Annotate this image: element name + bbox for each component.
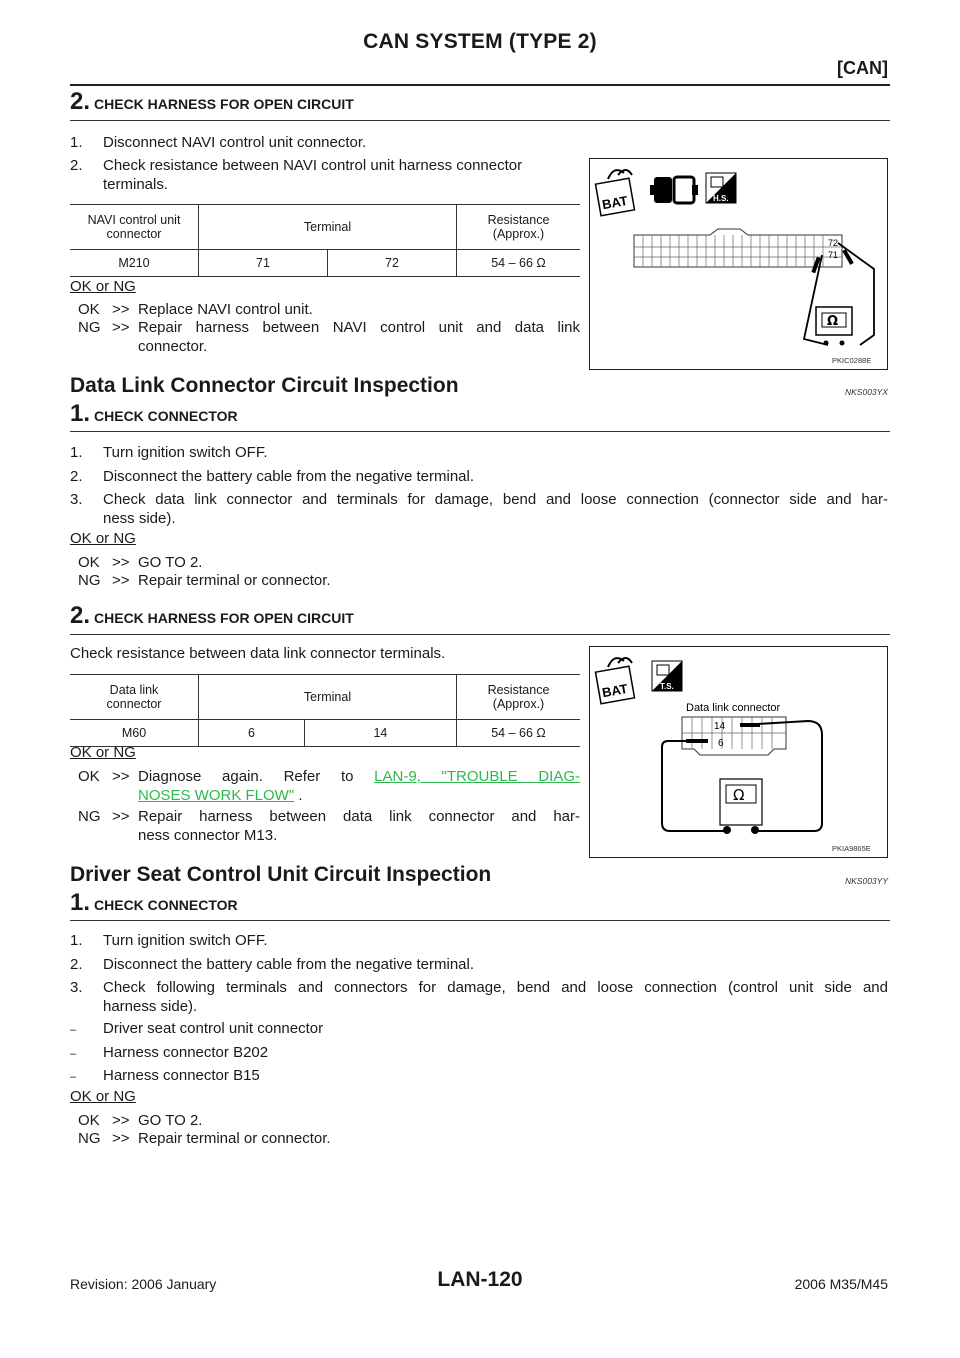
- step-title: CHECK CONNECTOR: [94, 897, 238, 913]
- list-item: 2. Disconnect the battery cable from the negative terminal.: [70, 468, 475, 485]
- step-number: 2.: [70, 602, 91, 629]
- ohmmeter-icon: [720, 779, 762, 834]
- result-ok: OK >> Diagnose again. Refer to LAN-9, "TROUBLE DIAG-: [78, 768, 581, 785]
- svg-text:BAT: BAT: [600, 680, 629, 701]
- svg-text:Ω: Ω: [733, 786, 745, 804]
- model-name: 2006 M35/M45: [794, 1276, 888, 1292]
- data-link-connector-figure: [589, 646, 888, 858]
- dash-item: – Harness connector B202: [70, 1044, 269, 1061]
- svg-text:72: 72: [828, 238, 839, 248]
- section-title: Data Link Connector Circuit Inspection: [70, 374, 459, 397]
- battery-icon: [595, 170, 634, 216]
- step-heading: [70, 400, 238, 428]
- connector-label: Data link connector: [686, 702, 781, 714]
- step-intro: Check resistance between data link connector terminals.: [70, 645, 446, 662]
- step-heading: [70, 602, 354, 630]
- section-code: NKS003YY: [845, 876, 888, 886]
- result-ok: OK >> GO TO 2.: [78, 1112, 203, 1129]
- svg-text:6: 6: [718, 738, 724, 749]
- list-item: 1. Turn ignition switch OFF.: [70, 932, 268, 949]
- revision-date: Revision: 2006 January: [70, 1276, 217, 1292]
- table-header-row: NAVI control unit connector Terminal Resistance (Approx.): [70, 205, 580, 250]
- section-title: Driver Seat Control Unit Circuit Inspection: [70, 863, 492, 886]
- step-title: CHECK CONNECTOR: [94, 408, 238, 424]
- list-item-continuation: ness side).: [103, 510, 176, 527]
- list-item: 3. Check data link connector and terminals for damage, bend and loose connection (connector side and har-: [70, 491, 888, 508]
- ok-ng-label: OK or NG: [70, 530, 136, 547]
- connector-diagram: [590, 159, 887, 369]
- svg-text:Ω: Ω: [827, 314, 839, 329]
- table-header-row: Data link connector Terminal Resistance (Approx.): [70, 675, 580, 720]
- connector-diagram: [590, 647, 887, 857]
- trouble-diagnoses-link[interactable]: LAN-9, "TROUBLE DIAG-: [374, 768, 581, 785]
- list-item-continuation: harness side).: [103, 998, 198, 1015]
- step-heading: [70, 889, 238, 917]
- trouble-diagnoses-link[interactable]: NOSES WORK FLOW": [138, 787, 295, 804]
- figure-code: PKIC0288E: [832, 356, 872, 365]
- page-title: CAN SYSTEM (TYPE 2): [363, 30, 597, 53]
- terminal-side-icon: [652, 661, 682, 691]
- svg-text:H.S.: H.S.: [713, 194, 729, 203]
- result-ng: NG >> Repair terminal or connector.: [78, 572, 331, 589]
- table-row: M60 6 14 54 – 66 Ω: [70, 720, 580, 747]
- connector-icon: [650, 177, 698, 203]
- dash-item: – Driver seat control unit connector: [70, 1020, 324, 1037]
- list-item: 2. Check resistance between NAVI control unit harness connector: [70, 157, 523, 174]
- result-ok: OK >> Replace NAVI control unit.: [78, 301, 313, 318]
- figure-code: PKIA9865E: [832, 844, 871, 853]
- ohmmeter-icon: [816, 307, 852, 346]
- svg-text:BAT: BAT: [600, 192, 629, 213]
- table-row: M210 71 72 54 – 66 Ω: [70, 250, 580, 277]
- svg-text:14: 14: [714, 721, 726, 732]
- header-divider: [70, 84, 890, 86]
- resistance-table: [70, 674, 580, 747]
- navi-connector-figure: [589, 158, 888, 370]
- svg-text:71: 71: [828, 250, 839, 260]
- step-divider: [70, 920, 890, 921]
- connector-face: [634, 229, 842, 267]
- list-item: 3. Check following terminals and connectors for damage, bend and loose connection (control unit side and: [70, 979, 888, 996]
- result-ng: NG >> Repair terminal or connector.: [78, 1130, 331, 1147]
- list-item-continuation: terminals.: [103, 176, 169, 193]
- resistance-table: [70, 204, 580, 277]
- ok-ng-label: OK or NG: [70, 278, 136, 295]
- step-heading: [70, 88, 354, 116]
- list-item: 2. Disconnect the battery cable from the negative terminal.: [70, 956, 475, 973]
- step-divider: [70, 431, 890, 432]
- step-number: 1.: [70, 400, 91, 427]
- step-number: 2.: [70, 88, 91, 115]
- result-ng: NG >> Repair harness between NAVI control unit and data link: [78, 319, 580, 336]
- harness-side-icon: [706, 173, 736, 203]
- list-item: 1. Disconnect NAVI control unit connector.: [70, 134, 367, 151]
- step-title: CHECK HARNESS FOR OPEN CIRCUIT: [94, 610, 354, 626]
- dash-item: – Harness connector B15: [70, 1067, 260, 1084]
- ok-ng-label: OK or NG: [70, 744, 136, 761]
- step-divider: [70, 634, 890, 635]
- result-ok: OK >> GO TO 2.: [78, 554, 203, 571]
- section-tag: [CAN]: [837, 58, 888, 78]
- result-ok-continuation: NOSES WORK FLOW" .: [138, 787, 303, 804]
- section-code: NKS003YX: [845, 387, 888, 397]
- page-number: LAN-120: [437, 1268, 523, 1291]
- ok-ng-label: OK or NG: [70, 1088, 136, 1105]
- step-divider: [70, 120, 890, 121]
- step-title: CHECK HARNESS FOR OPEN CIRCUIT: [94, 96, 354, 112]
- battery-icon: [595, 658, 634, 704]
- step-number: 1.: [70, 889, 91, 916]
- list-item: 1. Turn ignition switch OFF.: [70, 444, 268, 461]
- result-ng-continuation: connector.: [138, 338, 208, 355]
- result-ng: NG >> Repair harness between data link connector and har-: [78, 808, 580, 825]
- result-ng-continuation: ness connector M13.: [138, 827, 278, 844]
- svg-text:T.S.: T.S.: [660, 682, 674, 691]
